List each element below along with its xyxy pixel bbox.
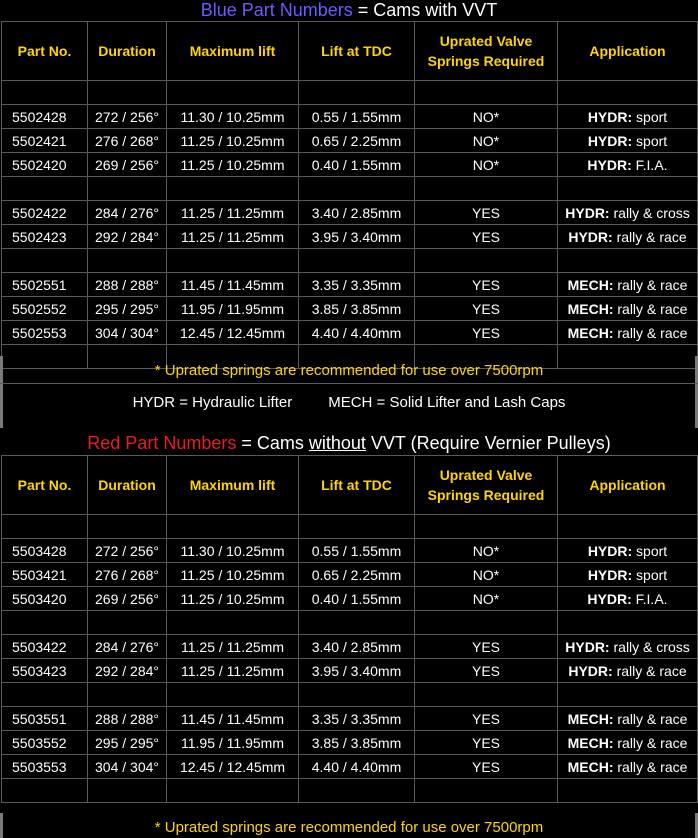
application-use: rally & cross — [609, 204, 690, 221]
part-number-cell: 5503421 — [2, 563, 88, 587]
col-header-lift-at-tdc: Lift at TDC — [299, 22, 415, 81]
part-number-cell: 5502552 — [2, 297, 88, 321]
spacer-cell — [2, 779, 88, 803]
table-row — [2, 129, 698, 153]
application-cell — [558, 707, 698, 731]
application-cell — [558, 635, 698, 659]
duration-cell: 269 / 256° — [88, 153, 167, 177]
application-use: rally & race — [613, 734, 688, 751]
spacer-cell — [88, 779, 167, 803]
red-section-heading — [0, 433, 698, 453]
blue-section-heading — [0, 0, 698, 20]
application-use: sport — [632, 566, 668, 583]
lift-at-tdc-cell: 0.40 / 1.55mm — [299, 153, 415, 177]
lift-at-tdc-cell: 3.85 / 3.85mm — [299, 731, 415, 755]
springs-required-cell: YES — [415, 225, 558, 249]
lift-at-tdc-cell: 3.40 / 2.85mm — [299, 201, 415, 225]
red-heading-rest-b: VVT (Require Vernier Pulleys) — [365, 433, 611, 453]
duration-cell: 288 / 288° — [88, 273, 167, 297]
table-row — [2, 297, 698, 321]
lifter-type: MECH: — [567, 324, 614, 341]
lift-at-tdc-cell: 3.95 / 3.40mm — [299, 225, 415, 249]
duration-cell: 272 / 256° — [88, 539, 167, 563]
lift-at-tdc-cell: 3.95 / 3.40mm — [299, 659, 415, 683]
lifter-type: MECH: — [567, 734, 614, 751]
table-row — [2, 635, 698, 659]
duration-cell: 292 / 284° — [88, 659, 167, 683]
lifter-type: HYDR: — [587, 590, 632, 607]
springs-required-cell: NO* — [415, 105, 558, 129]
max-lift-cell: 11.25 / 10.25mm — [167, 563, 299, 587]
spacer-row — [2, 683, 698, 707]
col-header-uprated-springs: Uprated Valve Springs Required — [415, 456, 558, 515]
springs-required-cell: NO* — [415, 563, 558, 587]
table-row — [2, 321, 698, 345]
spacer-cell — [415, 249, 558, 273]
col-header-maximum-lift: Maximum lift — [167, 22, 299, 81]
application-use: rally & race — [612, 228, 687, 245]
uprated-springs-note-bottom: * Uprated springs are recommended for use over 7500rpm — [154, 819, 544, 836]
spacer-cell — [167, 249, 299, 273]
part-number-cell: 5502553 — [2, 321, 88, 345]
lifter-type: HYDR: — [587, 542, 633, 559]
max-lift-cell: 12.45 / 12.45mm — [167, 755, 299, 779]
lift-at-tdc-cell: 0.55 / 1.55mm — [299, 539, 415, 563]
lift-at-tdc-cell: 0.55 / 1.55mm — [299, 105, 415, 129]
duration-cell: 272 / 256° — [88, 105, 167, 129]
duration-cell: 288 / 288° — [88, 707, 167, 731]
table-row — [2, 563, 698, 587]
application-cell — [558, 273, 698, 297]
duration-cell: 276 / 268° — [88, 563, 167, 587]
spacer-cell — [2, 611, 88, 635]
application-use: rally & race — [613, 324, 688, 341]
application-cell — [558, 587, 698, 611]
table-row — [2, 273, 698, 297]
spacer-cell — [167, 177, 299, 201]
spacer-cell — [88, 177, 167, 201]
lifter-type: MECH: — [567, 710, 614, 727]
table-row — [2, 707, 698, 731]
application-use: F.I.A. — [631, 590, 668, 607]
spacer-cell — [299, 81, 415, 105]
application-use: sport — [632, 108, 668, 125]
spacer-cell — [299, 249, 415, 273]
application-cell — [558, 659, 698, 683]
blue-cam-table — [1, 21, 698, 369]
spacer-row — [2, 249, 698, 273]
application-use: sport — [632, 132, 668, 149]
spacer-cell — [167, 515, 299, 539]
lifter-type: HYDR: — [587, 156, 632, 173]
max-lift-cell: 11.25 / 10.25mm — [167, 153, 299, 177]
application-cell — [558, 153, 698, 177]
red-cam-table — [1, 455, 698, 803]
table-row — [2, 153, 698, 177]
spacer-row — [2, 779, 698, 803]
spacer-cell — [415, 779, 558, 803]
lifter-legend — [0, 394, 698, 411]
spacer-cell — [88, 515, 167, 539]
spacer-cell — [558, 515, 698, 539]
spacer-cell — [88, 611, 167, 635]
application-cell — [558, 539, 698, 563]
application-cell — [558, 297, 698, 321]
springs-required-cell: NO* — [415, 587, 558, 611]
lift-at-tdc-cell: 3.35 / 3.35mm — [299, 273, 415, 297]
application-cell — [558, 105, 698, 129]
max-lift-cell: 11.95 / 11.95mm — [167, 731, 299, 755]
spacer-cell — [88, 249, 167, 273]
lift-at-tdc-cell: 4.40 / 4.40mm — [299, 755, 415, 779]
max-lift-cell: 11.95 / 11.95mm — [167, 297, 299, 321]
spacer-cell — [299, 515, 415, 539]
part-number-cell: 5502428 — [2, 105, 88, 129]
lifter-type: HYDR: — [568, 662, 613, 679]
lifter-type: HYDR: — [587, 108, 633, 125]
part-number-cell: 5503422 — [2, 635, 88, 659]
duration-cell: 304 / 304° — [88, 321, 167, 345]
spacer-cell — [167, 779, 299, 803]
application-use: rally & race — [613, 758, 688, 775]
lifter-type: MECH: — [567, 300, 614, 317]
part-number-cell: 5502423 — [2, 225, 88, 249]
spacer-cell — [299, 611, 415, 635]
spacer-row — [2, 177, 698, 201]
spacer-cell — [2, 177, 88, 201]
col-header-application: Application — [558, 22, 698, 81]
lifter-type: MECH: — [567, 758, 614, 775]
spacer-cell — [167, 683, 299, 707]
max-lift-cell: 11.25 / 10.25mm — [167, 129, 299, 153]
application-use: rally & race — [613, 300, 688, 317]
legend-hydr: HYDR = Hydraulic Lifter — [132, 394, 293, 411]
springs-required-cell: NO* — [415, 539, 558, 563]
spacer-row — [2, 515, 698, 539]
application-use: rally & race — [612, 662, 687, 679]
lifter-type: HYDR: — [568, 228, 613, 245]
duration-cell: 269 / 256° — [88, 587, 167, 611]
col-header-duration: Duration — [88, 22, 167, 81]
spacer-cell — [415, 683, 558, 707]
application-use: rally & cross — [609, 638, 690, 655]
table-row — [2, 731, 698, 755]
spacer-cell — [88, 81, 167, 105]
col-header-application: Application — [558, 456, 698, 515]
spacer-cell — [415, 177, 558, 201]
spacer-cell — [415, 611, 558, 635]
spacer-cell — [299, 683, 415, 707]
springs-required-cell: YES — [415, 201, 558, 225]
part-number-cell: 5502422 — [2, 201, 88, 225]
col-header-lift-at-tdc: Lift at TDC — [299, 456, 415, 515]
application-use: sport — [632, 542, 668, 559]
springs-required-cell: YES — [415, 731, 558, 755]
spacer-row — [2, 611, 698, 635]
application-use: rally & race — [613, 710, 688, 727]
max-lift-cell: 11.25 / 11.25mm — [167, 659, 299, 683]
red-heading-colored: Red Part Numbers — [87, 433, 237, 453]
col-header-duration: Duration — [88, 456, 167, 515]
spacer-cell — [558, 779, 698, 803]
legend-mech: MECH = Solid Lifter and Lash Caps — [328, 394, 566, 411]
lifter-type: HYDR: — [565, 204, 610, 221]
max-lift-cell: 11.45 / 11.45mm — [167, 707, 299, 731]
lift-at-tdc-cell: 3.35 / 3.35mm — [299, 707, 415, 731]
lifter-type: HYDR: — [587, 132, 633, 149]
lift-at-tdc-cell: 4.40 / 4.40mm — [299, 321, 415, 345]
spacer-cell — [299, 177, 415, 201]
part-number-cell: 5503552 — [2, 731, 88, 755]
spacer-cell — [2, 515, 88, 539]
spacer-cell — [415, 81, 558, 105]
part-number-cell: 5502421 — [2, 129, 88, 153]
part-number-cell: 5503553 — [2, 755, 88, 779]
springs-required-cell: YES — [415, 707, 558, 731]
duration-cell: 284 / 276° — [88, 635, 167, 659]
lift-at-tdc-cell: 0.65 / 2.25mm — [299, 129, 415, 153]
spacer-cell — [558, 611, 698, 635]
part-number-cell: 5502420 — [2, 153, 88, 177]
spacer-cell — [299, 779, 415, 803]
blue-heading-colored: Blue Part Numbers — [200, 0, 353, 20]
spacer-cell — [167, 81, 299, 105]
red-heading-rest-a: = Cams — [236, 433, 309, 453]
part-number-cell: 5503551 — [2, 707, 88, 731]
part-number-cell: 5503428 — [2, 539, 88, 563]
max-lift-cell: 11.30 / 10.25mm — [167, 539, 299, 563]
duration-cell: 292 / 284° — [88, 225, 167, 249]
lifter-type: HYDR: — [587, 566, 633, 583]
spacer-cell — [558, 177, 698, 201]
application-cell — [558, 225, 698, 249]
application-cell — [558, 321, 698, 345]
spacer-cell — [558, 81, 698, 105]
duration-cell: 295 / 295° — [88, 297, 167, 321]
application-cell — [558, 731, 698, 755]
max-lift-cell: 11.25 / 11.25mm — [167, 225, 299, 249]
spacer-cell — [415, 515, 558, 539]
application-use: rally & race — [613, 276, 688, 293]
max-lift-cell: 11.30 / 10.25mm — [167, 105, 299, 129]
max-lift-cell: 11.45 / 11.45mm — [167, 273, 299, 297]
spacer-cell — [88, 683, 167, 707]
max-lift-cell: 11.25 / 11.25mm — [167, 635, 299, 659]
uprated-springs-note: * Uprated springs are recommended for use over 7500rpm — [154, 362, 544, 379]
table-row — [2, 201, 698, 225]
col-header-part-no: Part No. — [2, 456, 88, 515]
lift-at-tdc-cell: 0.40 / 1.55mm — [299, 587, 415, 611]
spacer-cell — [558, 249, 698, 273]
table-row — [2, 539, 698, 563]
springs-required-cell: NO* — [415, 129, 558, 153]
blue-heading-rest: = Cams with VVT — [352, 0, 498, 20]
max-lift-cell: 11.25 / 11.25mm — [167, 201, 299, 225]
part-number-cell: 5503420 — [2, 587, 88, 611]
col-header-uprated-springs: Uprated Valve Springs Required — [415, 22, 558, 81]
table-row — [2, 105, 698, 129]
spacer-cell — [2, 683, 88, 707]
max-lift-cell: 11.25 / 10.25mm — [167, 587, 299, 611]
col-header-maximum-lift: Maximum lift — [167, 456, 299, 515]
lift-at-tdc-cell: 0.65 / 2.25mm — [299, 563, 415, 587]
duration-cell: 304 / 304° — [88, 755, 167, 779]
springs-required-cell: YES — [415, 635, 558, 659]
red-heading-underlined: without — [308, 433, 366, 453]
spacer-cell — [2, 81, 88, 105]
springs-required-cell: YES — [415, 659, 558, 683]
duration-cell: 295 / 295° — [88, 731, 167, 755]
duration-cell: 284 / 276° — [88, 201, 167, 225]
lifter-type: MECH: — [567, 276, 614, 293]
table-row — [2, 755, 698, 779]
application-use: F.I.A. — [631, 156, 668, 173]
application-cell — [558, 563, 698, 587]
part-number-cell: 5503423 — [2, 659, 88, 683]
application-cell — [558, 755, 698, 779]
spacer-cell — [167, 611, 299, 635]
lifter-type: HYDR: — [565, 638, 610, 655]
col-header-part-no: Part No. — [2, 22, 88, 81]
springs-required-cell: NO* — [415, 153, 558, 177]
lift-at-tdc-cell: 3.40 / 2.85mm — [299, 635, 415, 659]
spacer-row — [2, 81, 698, 105]
lift-at-tdc-cell: 3.85 / 3.85mm — [299, 297, 415, 321]
duration-cell: 276 / 268° — [88, 129, 167, 153]
application-cell — [558, 201, 698, 225]
application-cell — [558, 129, 698, 153]
springs-required-cell: YES — [415, 273, 558, 297]
part-number-cell: 5502551 — [2, 273, 88, 297]
blue-header-row — [2, 22, 698, 81]
max-lift-cell: 12.45 / 12.45mm — [167, 321, 299, 345]
red-header-row — [2, 456, 698, 515]
spacer-cell — [558, 683, 698, 707]
springs-required-cell: YES — [415, 297, 558, 321]
table-row — [2, 225, 698, 249]
springs-required-cell: YES — [415, 321, 558, 345]
table-row — [2, 659, 698, 683]
table-row — [2, 587, 698, 611]
springs-required-cell: YES — [415, 755, 558, 779]
spacer-cell — [2, 249, 88, 273]
